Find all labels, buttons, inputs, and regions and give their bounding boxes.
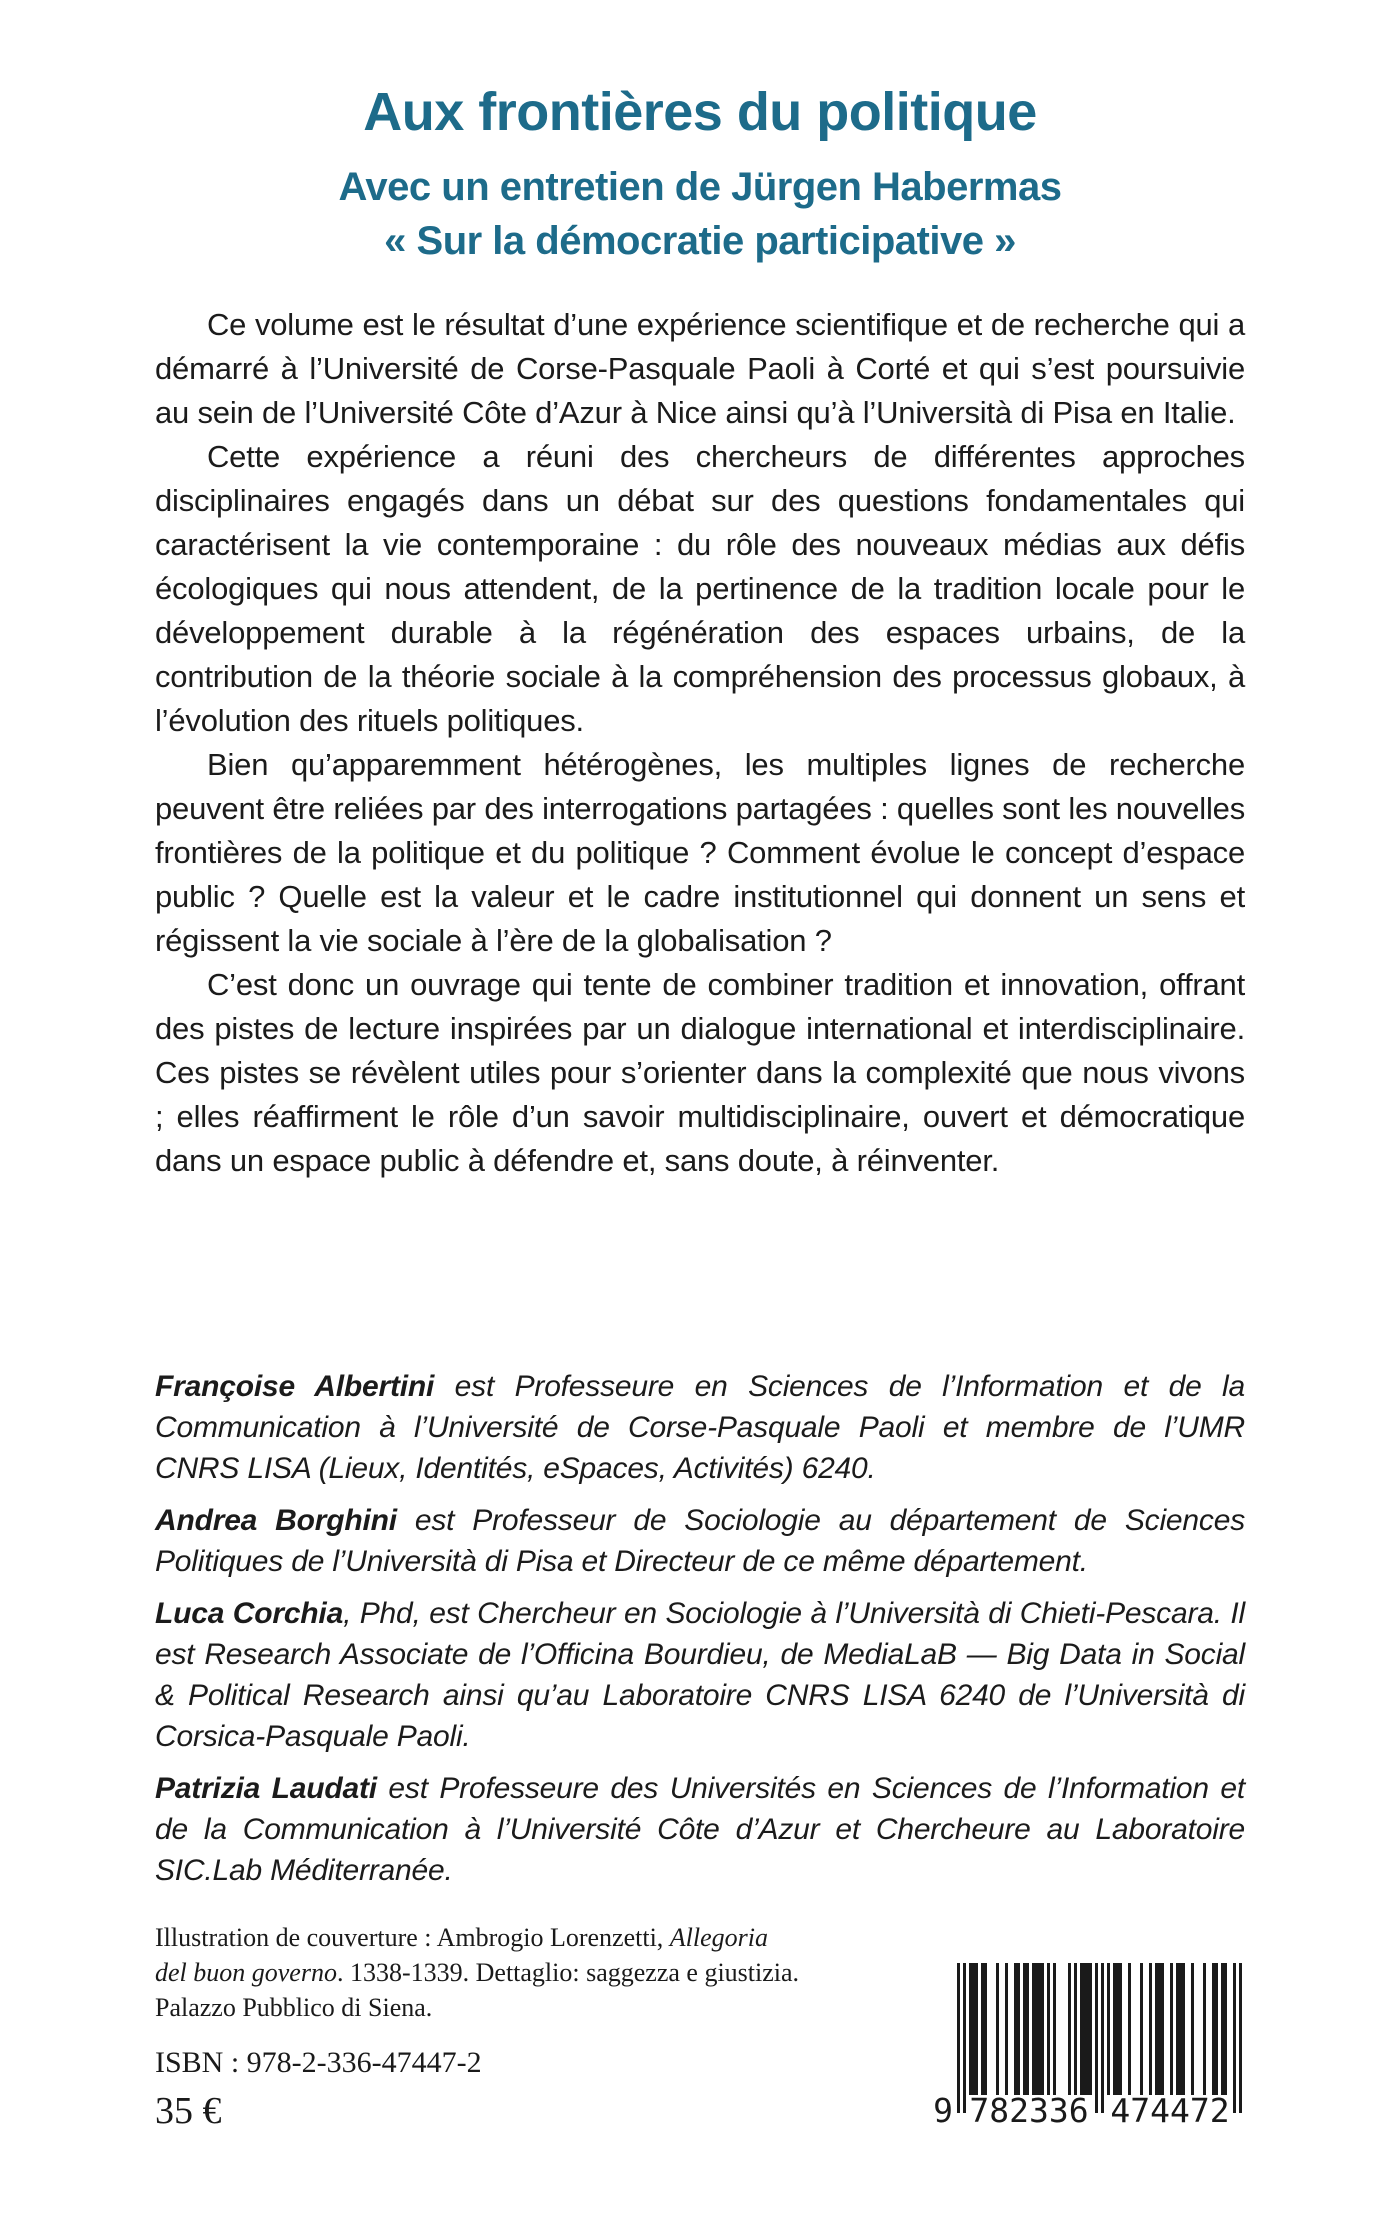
bio-author-name: Patrizia Laudati (155, 1772, 377, 1805)
bio-entry (155, 1593, 1245, 1757)
bio-author-name: Luca Corchia (155, 1597, 344, 1630)
bio-author-text: est Professeur de Sociologie au département de Sciences Politiques de l’Università di Pisa et Directeur de ce même département. (155, 1504, 1245, 1578)
bio-entry (155, 1768, 1245, 1891)
bio-entry (155, 1500, 1245, 1582)
barcode (930, 1963, 1244, 2139)
paragraph-2: Cette expérience a réuni des chercheurs de différentes approches disciplinaires engagés dans un débat sur des questions fondamentales qui caractérisent la vie contemporaine : du rôle des nouveaux médias aux défis écologiques qui nous attendent, de la pertinence de la tradition locale pour le développement durable à la régénération des espaces urbains, de la contribution de la théorie sociale à la compréhension des processus globaux, à l’évolution des rituels politiques. (155, 439, 1245, 738)
paragraph-1: Ce volume est le résultat d’une expérience scientifique et de recherche qui a démarré à l’Université de Corse-Pasquale Paoli à Corté et qui s’est poursuivie au sein de l’Université Côte d’Azur à Nice ainsi qu’à l’Università di Pisa en Italie. (155, 307, 1245, 430)
price-text: 35 € (155, 2090, 222, 2132)
author-bios (155, 1366, 1245, 1902)
bio-author-text: , Phd, est Chercheur en Sociologie à l’Università di Chieti-Pescara. Il est Research Associate de l’Officina Bourdieu, de MediaLaB — Big Data in Social & Political Research ainsi qu’au Laboratoire CNRS LISA 6240 de l’Università di Corsica-Pasquale Paoli. (155, 1597, 1245, 1753)
credit-line: del buon governo. 1338-1339. Dettaglio: saggezza e giustizia. (155, 1958, 800, 1987)
barcode-digits-left: 782336 (969, 2091, 1089, 2130)
bio-author-text: est Professeure en Sciences de l’Information et de la Communication à l’Université de Corse-Pasquale Paoli et membre de l’UMR CNRS LISA (Lieux, Identités, eSpaces, Activités) 6240. (155, 1370, 1245, 1485)
book-subtitle (0, 160, 1400, 268)
bio-author-name: Françoise Albertini (155, 1370, 435, 1403)
paragraph-3: Bien qu’apparemment hétérogènes, les multiples lignes de recherche peuvent être reliées par des interrogations partagées : quelles sont les nouvelles frontières de la politique et du politique ? Comment évolue le concept d’espace public ? Quelle est la valeur et le cadre institutionnel qui donnent un sens et régissent la vie sociale à l’ère de la globalisation ? (155, 747, 1245, 958)
bio-author-name: Andrea Borghini (155, 1504, 397, 1537)
subtitle-line-2: « Sur la démocratie participative » (384, 219, 1016, 263)
book-title: Aux frontières du politique (363, 82, 1037, 142)
bio-entry (155, 1366, 1245, 1489)
back-cover-text (155, 303, 1245, 1183)
isbn-text: ISBN : 978-2-336-47447-2 (155, 2046, 482, 2079)
barcode-lead-digit: 9 (933, 2091, 953, 2130)
paragraph-4: C’est donc un ouvrage qui tente de combiner tradition et innovation, offrant des pistes de lecture inspirées par un dialogue international et interdisciplinaire. Ces pistes se révèlent utiles pour s’orienter dans la complexité que nous vivons ; elles réaffirment le rôle d’un savoir multidisciplinaire, ouvert et démocratique dans un espace public à défendre et, sans doute, à réinventer. (155, 967, 1245, 1178)
barcode-digits-right: 474472 (1110, 2091, 1230, 2130)
subtitle-line-1: Avec un entretien de Jürgen Habermas (338, 165, 1062, 209)
credit-line: Palazzo Pubblico di Siena. (155, 1993, 433, 2022)
credit-line: Illustration de couverture : Ambrogio Lorenzetti, Allegoria (155, 1923, 769, 1952)
bio-author-text: est Professeure des Universités en Sciences de l’Information et de la Communication à l’Université Côte d’Azur et Chercheure au Laboratoire SIC.Lab Méditerranée. (155, 1772, 1245, 1887)
cover-illustration-credit (155, 1920, 935, 2025)
